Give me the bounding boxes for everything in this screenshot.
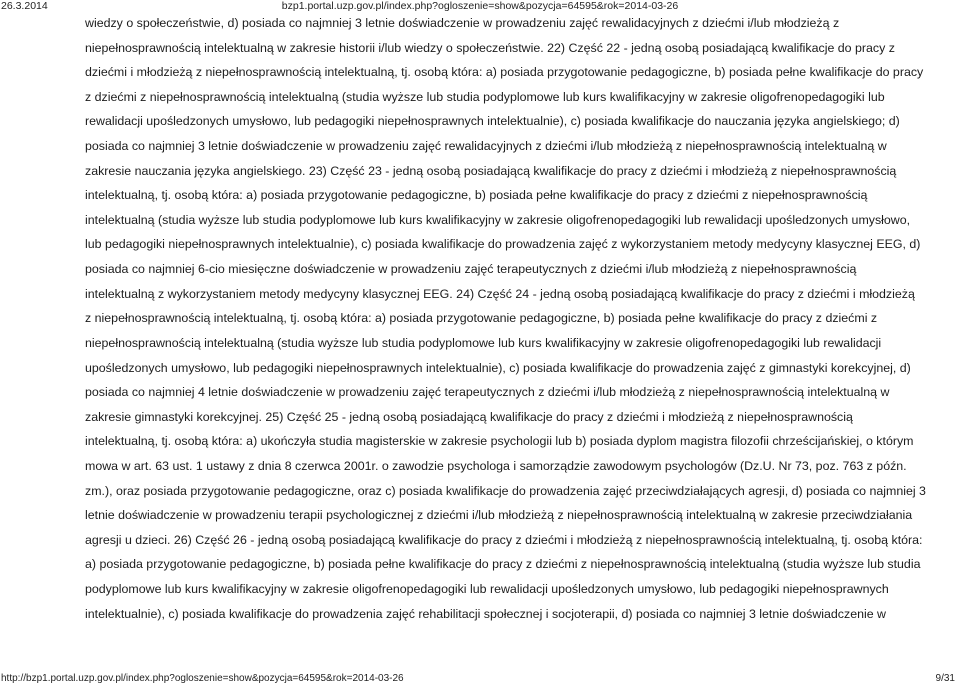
text-line: zakresie gimnastyki korekcyjnej. 25) Część 25 - jedną osobą posiadającą kwalifikacje do pracy z dziećmi i młodzieżą z niepełnosprawnością xyxy=(85,409,853,424)
text-line: niepełnosprawnością intelektualną w zakresie historii i/lub wiedzy o społeczeństwie. 22) Część 22 - jedną osobą posiadającą kwalifikacje do pracy z xyxy=(85,40,895,55)
text-line: upośledzonych umysłowo, lub pedagogiki niepełnosprawnych intelektualnie), c) posiada kwalifikacje do prowadzenia zajęć z gimnastyki korekcyjnej, d) xyxy=(85,360,911,375)
print-date: 26.3.2014 xyxy=(1,0,48,12)
text-line: lub pedagogiki niepełnosprawnych intelektualnie), c) posiada kwalifikacje do prowadzenia zajęć z wykorzystaniem metody medycyny klasycznej EEG, d) xyxy=(85,237,921,252)
text-line: z niepełnosprawnością intelektualną, tj. osobą która: a) posiada przygotowanie pedagogiczne, b) posiada pełne kwalifikacje do pracy z dziećmi z xyxy=(85,311,878,326)
text-line: agresji u dzieci. 26) Część 26 - jedną osobą posiadającą kwalifikacje do pracy z dziećmi i młodzieżą z niepełnosprawnością intelektualną, tj. osobą która: xyxy=(85,532,923,547)
text-line: rewalidacji upośledzonych umysłowo, lub pedagogiki niepełnosprawnych intelektualnie), c) posiada kwalifikacje do nauczania języka angielskiego; d) xyxy=(85,114,900,129)
text-line: wiedzy o społeczeństwie, d) posiada co najmniej 3 letnie doświadczenie w prowadzeniu zajęć rewalidacyjnych z dziećmi i/lub młodzieżą z xyxy=(85,16,840,30)
text-line: intelektualną z wykorzystaniem metody medycyny klasycznej EEG. 24) Część 24 - jedną osobą posiadającą kwalifikacje do pracy z dziećmi i młodzieżą xyxy=(85,286,915,301)
text-line: podyplomowe lub kurs kwalifikacyjny w zakresie oligofrenopedagogiki lub rewalidacji upośledzonych umysłowo, lub pedagogiki niepełnosprawnych xyxy=(85,582,889,597)
text-line: z dziećmi z niepełnosprawnością intelektualną (studia wyższe lub studia podyplomowe lub kurs kwalifikacyjny w zakresie oligofrenopedagogiki lub xyxy=(85,89,885,104)
text-line: mowa w art. 63 ust. 1 ustawy z dnia 8 czerwca 2001r. o zawodzie psychologa i samorządzie zawodowym psychologów (Dz.U. Nr 73, poz. 763 z późn. xyxy=(85,458,907,473)
text-line: posiada co najmniej 6-cio miesięczne doświadczenie w prowadzeniu zajęć terapeutycznych z dziećmi i/lub młodzieżą z niepełnosprawnością xyxy=(85,262,857,277)
text-line: posiada co najmniej 3 letnie doświadczenie w prowadzeniu zajęć rewalidacyjnych z dziećmi i/lub młodzieżą z niepełnosprawnością intelektualną w xyxy=(85,139,887,154)
text-line: intelektualną, tj. osobą która: a) ukończyła studia magisterskie w zakresie psychologii lub b) posiada dyplom magistra filozofii chrześcijańskiej, o którym xyxy=(85,434,914,449)
page-footer xyxy=(0,672,960,685)
text-line: dziećmi i młodzieżą z niepełnosprawnością intelektualną, tj. osobą która: a) posiada przygotowanie pedagogiczne, b) posiada pełne kwalifikacje do pracy xyxy=(85,65,924,80)
text-line: intelektualną, tj. osobą która: a) posiada przygotowanie pedagogiczne, b) posiada pełne kwalifikacje do pracy z dziećmi z niepełnosprawnością xyxy=(85,188,868,203)
text-line: a) posiada przygotowanie pedagogiczne, b) posiada pełne kwalifikacje do pracy z dziećmi z niepełnosprawnością intelektualną (studia wyższe lub studia xyxy=(85,557,921,572)
text-line: letnie doświadczenie w prowadzeniu terapii psychologicznej z dziećmi i/lub młodzieżą z niepełnosprawnością intelektualną w zakresie przeciwdziałania xyxy=(85,508,913,523)
footer-url: http://bzp1.portal.uzp.gov.pl/index.php?ogloszenie=show&pozycja=64595&rok=2014-03-26 xyxy=(1,673,404,684)
text-line: zm.), oraz posiada przygotowanie pedagogiczne, oraz c) posiada kwalifikacje do prowadzenia zajęć przeciwdziałających agresji, d) posiada co najmniej 3 xyxy=(85,483,926,498)
document-body xyxy=(85,11,947,626)
header-url: bzp1.portal.uzp.gov.pl/index.php?ogloszenie=show&pozycja=64595&rok=2014-03-26 xyxy=(281,0,679,12)
text-line: posiada co najmniej 4 letnie doświadczenie w prowadzeniu zajęć terapeutycznych z dziećmi i/lub młodzieżą z niepełnosprawnością intelektualną w xyxy=(85,385,890,400)
text-line: zakresie nauczania języka angielskiego. 23) Część 23 - jedną osobą posiadającą kwalifikacje do pracy z dziećmi i młodzieżą z niepełnosprawnością xyxy=(85,163,897,178)
text-line: intelektualną (studia wyższe lub studia podyplomowe lub kurs kwalifikacyjny w zakresie oligofrenopedagogiki lub rewalidacji upośledzonych umysłowo, xyxy=(85,212,911,227)
text-line: intelektualnie), c) posiada kwalifikacje do prowadzenia zajęć rehabilitacji społecznej i socjoterapii, d) posiada co najmniej 3 letnie doświadczenie w xyxy=(85,606,887,621)
text-line: niepełnosprawnością intelektualną (studia wyższe lub studia podyplomowe lub kurs kwalifikacyjny w zakresie oligofrenopedagogiki lub rewalidacji xyxy=(85,335,882,350)
page-number: 9/31 xyxy=(935,673,955,684)
